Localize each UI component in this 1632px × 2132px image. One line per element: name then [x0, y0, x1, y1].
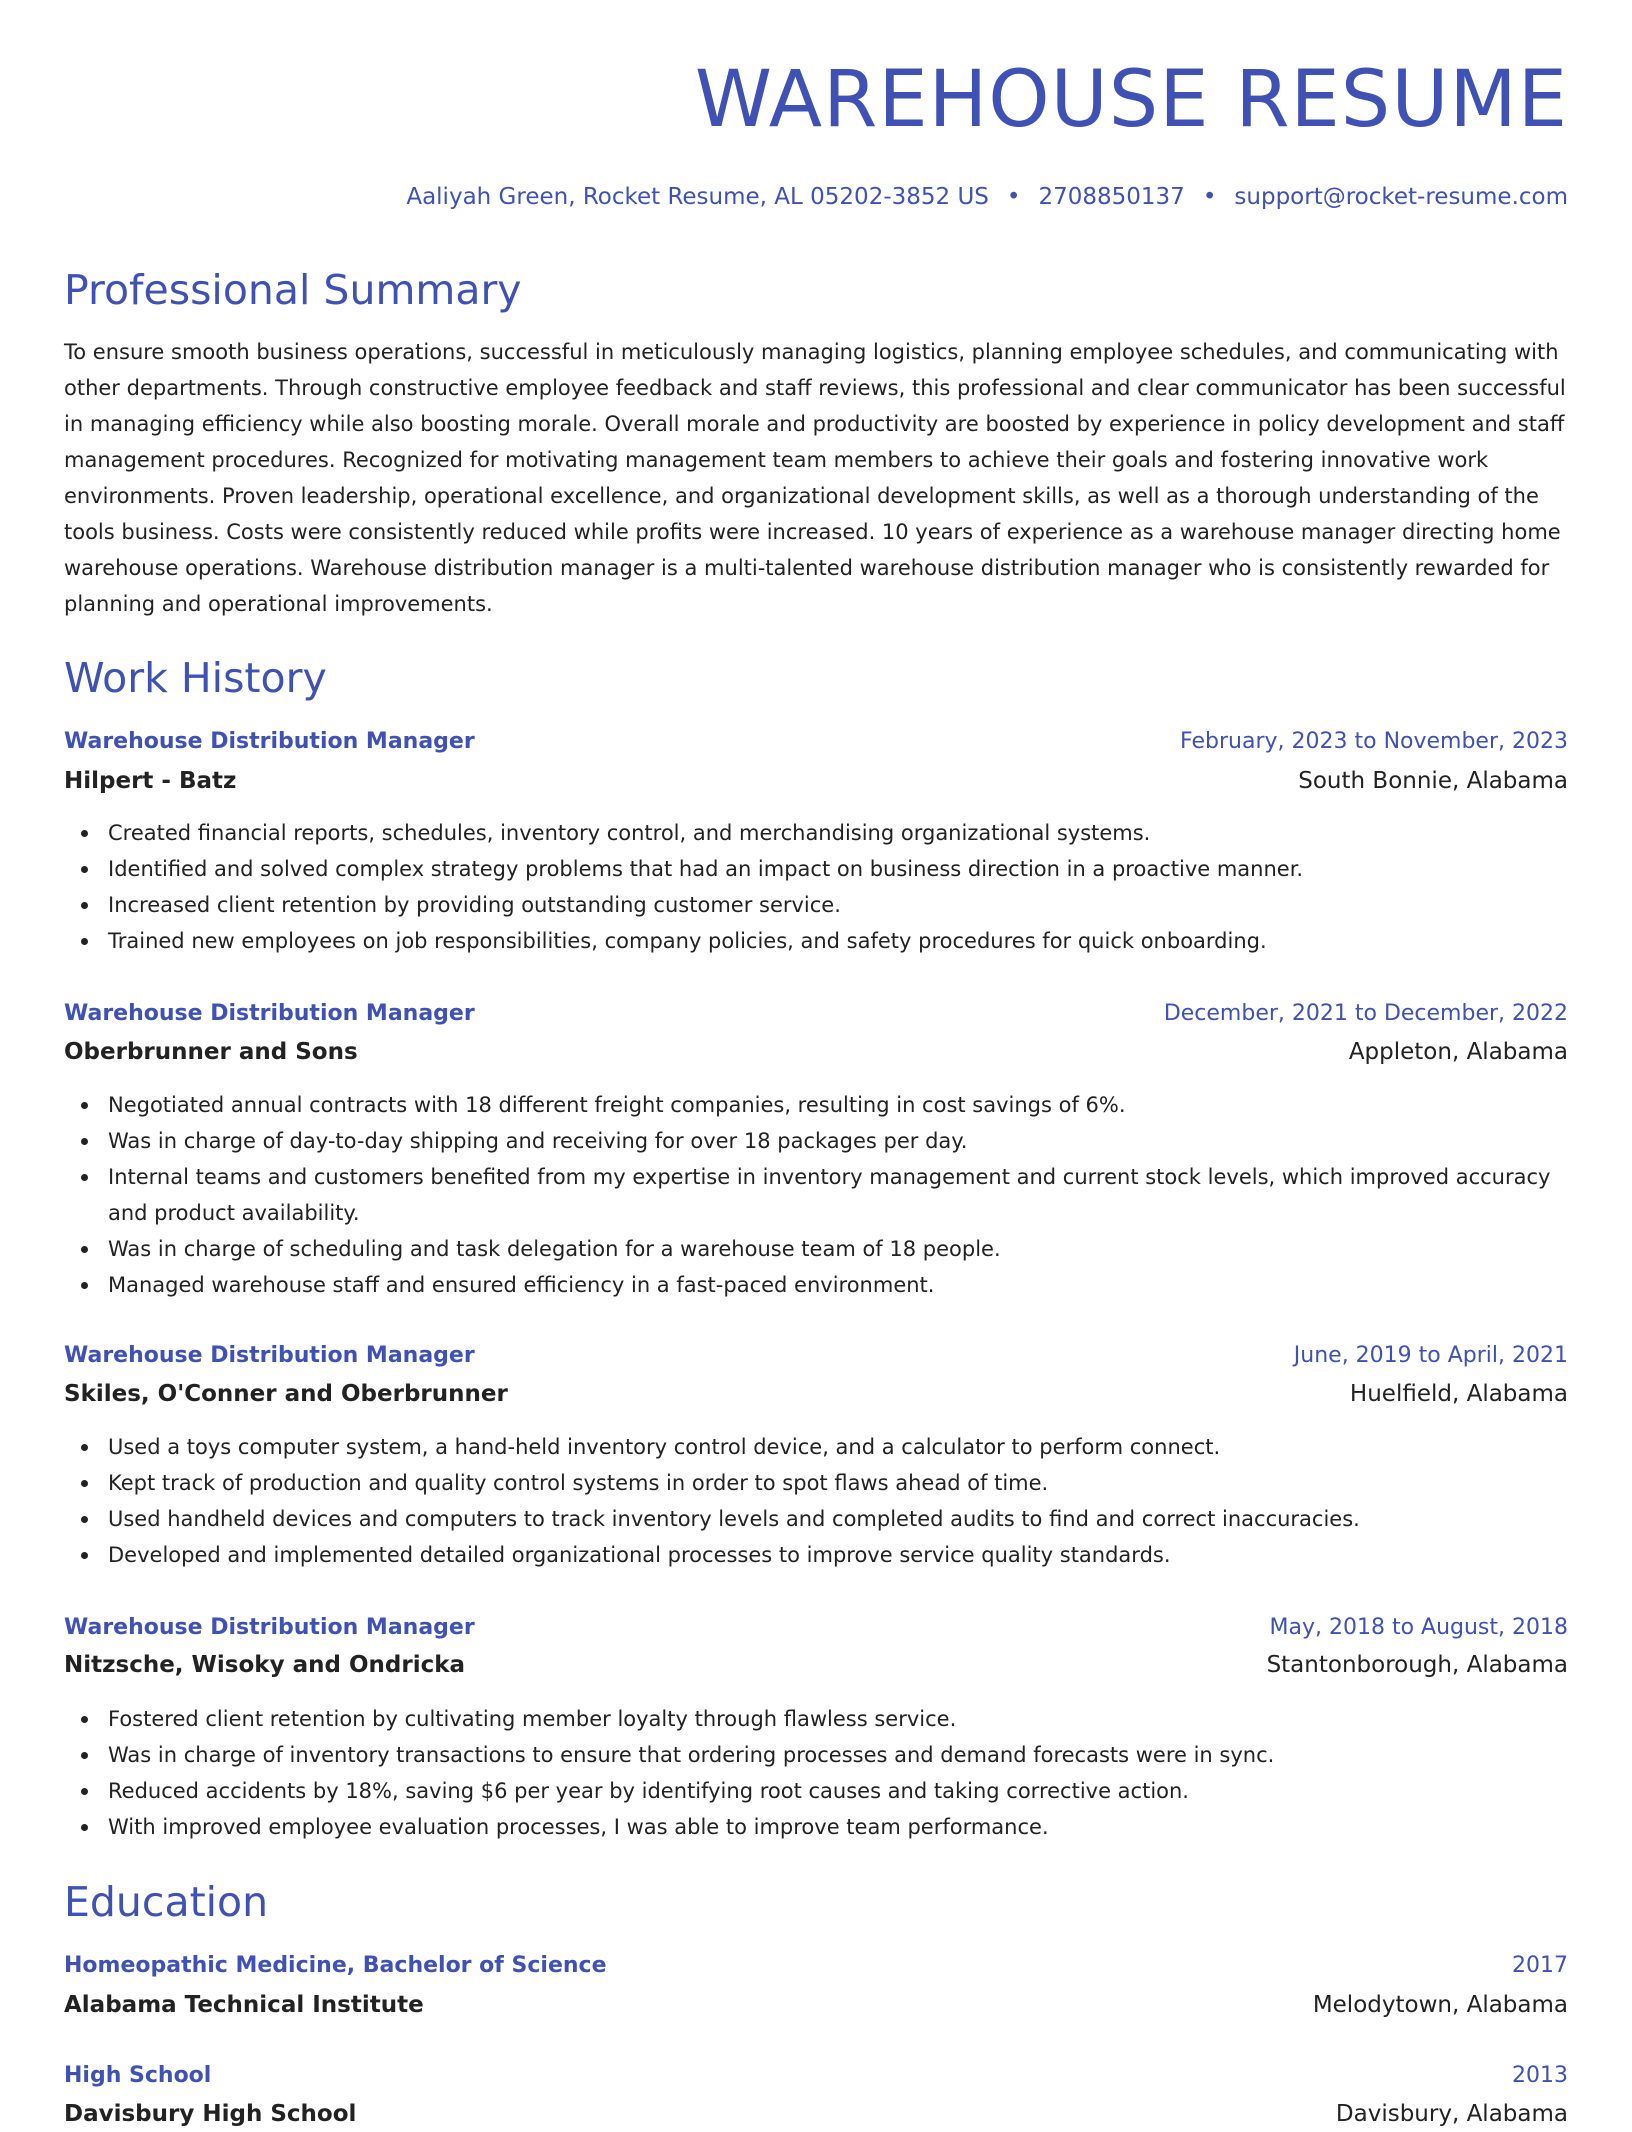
summary-heading: Professional Summary — [64, 266, 522, 314]
education-header — [64, 2057, 1568, 2093]
job-bullet: Kept track of production and quality control systems in order to spot flaws ahead of time. — [108, 1465, 1568, 1501]
contact-phone: 2708850137 — [1038, 184, 1185, 210]
job-bullet: Trained new employees on job responsibilities, company policies, and safety procedures for quick onboarding. — [108, 923, 1568, 959]
job-bullet: Was in charge of scheduling and task delegation for a warehouse team of 18 people. — [108, 1231, 1568, 1267]
job-bullet: With improved employee evaluation processes, I was able to improve team performance. — [108, 1809, 1568, 1845]
job-company-row — [64, 1376, 1568, 1412]
job-bullet: Internal teams and customers benefited from my expertise in inventory management and current stock levels, which improved accuracy and product availability. — [108, 1159, 1568, 1231]
education-location: Melodytown, Alabama — [1312, 1992, 1568, 2018]
job-location: Huelfield, Alabama — [1349, 1381, 1568, 1407]
job-title: Warehouse Distribution Manager — [64, 1000, 475, 1026]
education-school-row — [64, 2096, 1568, 2132]
job-bullet: Reduced accidents by 18%, saving $6 per year by identifying root causes and taking corrective action. — [108, 1773, 1568, 1809]
job-company-row — [64, 1034, 1568, 1070]
job-bullets — [64, 815, 1568, 959]
job-header — [64, 1337, 1568, 1373]
job-bullet: Was in charge of inventory transactions to ensure that ordering processes and demand forecasts were in sync. — [108, 1737, 1568, 1773]
job-bullet: Created financial reports, schedules, inventory control, and merchandising organizational systems. — [108, 815, 1568, 851]
job-title: Warehouse Distribution Manager — [64, 728, 475, 754]
job-company: Skiles, O'Conner and Oberbrunner — [64, 1381, 508, 1407]
job-bullets — [64, 1429, 1568, 1573]
job-dates: December, 2021 to December, 2022 — [1163, 1000, 1568, 1026]
job-bullet: Managed warehouse staff and ensured efficiency in a fast-paced environment. — [108, 1267, 1568, 1303]
education-header — [64, 1947, 1568, 1983]
job-title: Warehouse Distribution Manager — [64, 1342, 475, 1368]
job-location: Appleton, Alabama — [1348, 1039, 1568, 1065]
contact-separator: • — [1202, 184, 1217, 210]
job-header — [64, 723, 1568, 759]
job-bullet: Identified and solved complex strategy problems that had an impact on business direction in a proactive manner. — [108, 851, 1568, 887]
job-bullet: Negotiated annual contracts with 18 different freight companies, resulting in cost savings of 6%. — [108, 1087, 1568, 1123]
job-dates: February, 2023 to November, 2023 — [1180, 728, 1568, 754]
education-year: 2017 — [1512, 1952, 1568, 1978]
education-degree: High School — [64, 2062, 212, 2088]
job-bullet: Fostered client retention by cultivating member loyalty through flawless service. — [108, 1701, 1568, 1737]
job-bullet: Increased client retention by providing outstanding customer service. — [108, 887, 1568, 923]
contact-line — [406, 180, 1568, 214]
education-school-row — [64, 1987, 1568, 2023]
job-bullets — [64, 1087, 1568, 1303]
job-bullet: Was in charge of day-to-day shipping and receiving for over 18 packages per day. — [108, 1123, 1568, 1159]
contact-address: Aaliyah Green, Rocket Resume, AL 05202-3852 US — [406, 184, 989, 210]
job-title: Warehouse Distribution Manager — [64, 1614, 475, 1640]
education-year: 2013 — [1512, 2062, 1568, 2088]
job-location: Stantonborough, Alabama — [1266, 1652, 1568, 1678]
contact-separator: • — [1006, 184, 1021, 210]
education-location: Davisbury, Alabama — [1335, 2101, 1568, 2127]
resume-title: WAREHOUSE RESUME — [694, 55, 1568, 145]
job-header — [64, 995, 1568, 1031]
job-header — [64, 1609, 1568, 1645]
job-company-row — [64, 763, 1568, 799]
job-location: South Bonnie, Alabama — [1298, 768, 1568, 794]
education-degree: Homeopathic Medicine, Bachelor of Science — [64, 1952, 607, 1978]
job-dates: May, 2018 to August, 2018 — [1269, 1614, 1568, 1640]
contact-email[interactable]: support@rocket-resume.com — [1234, 184, 1568, 210]
education-school: Davisbury High School — [64, 2101, 357, 2127]
job-company: Hilpert - Batz — [64, 768, 237, 794]
education-heading: Education — [64, 1878, 269, 1926]
job-bullet: Developed and implemented detailed organizational processes to improve service quality standards. — [108, 1537, 1568, 1573]
job-company: Nitzsche, Wisoky and Ondricka — [64, 1652, 466, 1678]
job-company: Oberbrunner and Sons — [64, 1039, 358, 1065]
summary-text: To ensure smooth business operations, successful in meticulously managing logistics, planning employee schedules, and communicating with other departments. Through constructive employee feedback and staff reviews, this professional and clear communicator has been successful in managing efficiency while also boosting morale. Overall morale and productivity are boosted by experience in policy development and staff management procedures. Recognized for motivating management team members to achieve their goals and fostering innovative work environments. Proven leadership, operational excellence, and organizational development skills, as well as a thorough understanding of the tools business. Costs were consistently reduced while profits were increased. 10 years of experience as a warehouse manager directing home warehouse operations. Warehouse distribution manager is a multi-talented warehouse distribution manager who is consistently rewarded for planning and operational improvements. — [64, 340, 1566, 616]
job-bullets — [64, 1701, 1568, 1845]
job-bullet: Used handheld devices and computers to track inventory levels and completed audits to find and correct inaccuracies. — [108, 1501, 1568, 1537]
job-dates: June, 2019 to April, 2021 — [1293, 1342, 1568, 1368]
job-bullet: Used a toys computer system, a hand-held inventory control device, and a calculator to perform connect. — [108, 1429, 1568, 1465]
work-history-heading: Work History — [64, 654, 327, 702]
job-company-row — [64, 1647, 1568, 1683]
education-school: Alabama Technical Institute — [64, 1992, 424, 2018]
